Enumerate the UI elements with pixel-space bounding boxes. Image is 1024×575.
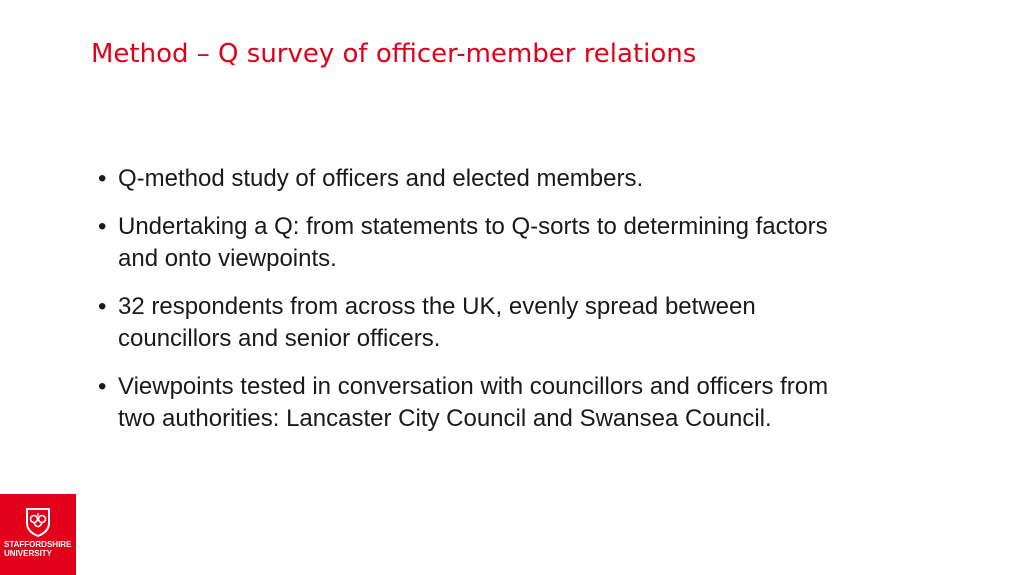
bullet-list <box>98 163 858 451</box>
bullet-text: Viewpoints tested in conversation with councillors and officers from two authorities: Lancaster City Council and Swansea Council. <box>118 373 829 432</box>
staffordshire-knot-crest-icon <box>25 507 51 537</box>
bullet-item <box>98 371 858 435</box>
bullet-item <box>98 291 858 355</box>
logo-line-2: UNIVERSITY <box>4 549 53 558</box>
bullet-text: 32 respondents from across the UK, evenly spread between councillors and senior officers. <box>118 293 756 352</box>
bullet-marker: • <box>98 165 107 192</box>
bullet-item <box>98 163 858 195</box>
bullet-marker: • <box>98 373 107 400</box>
logo-line-1: STAFFORDSHIRE <box>4 540 72 549</box>
bullet-marker: • <box>98 293 107 320</box>
bullet-text: Q-method study of officers and elected members. <box>118 165 644 192</box>
logo-wordmark <box>4 540 74 558</box>
bullet-item <box>98 211 858 275</box>
slide-title: Method – Q survey of officer-member relations <box>91 39 697 69</box>
university-logo <box>0 494 76 575</box>
bullet-marker: • <box>98 213 107 240</box>
bullet-text: Undertaking a Q: from statements to Q-sorts to determining factors and onto viewpoints. <box>118 213 828 272</box>
